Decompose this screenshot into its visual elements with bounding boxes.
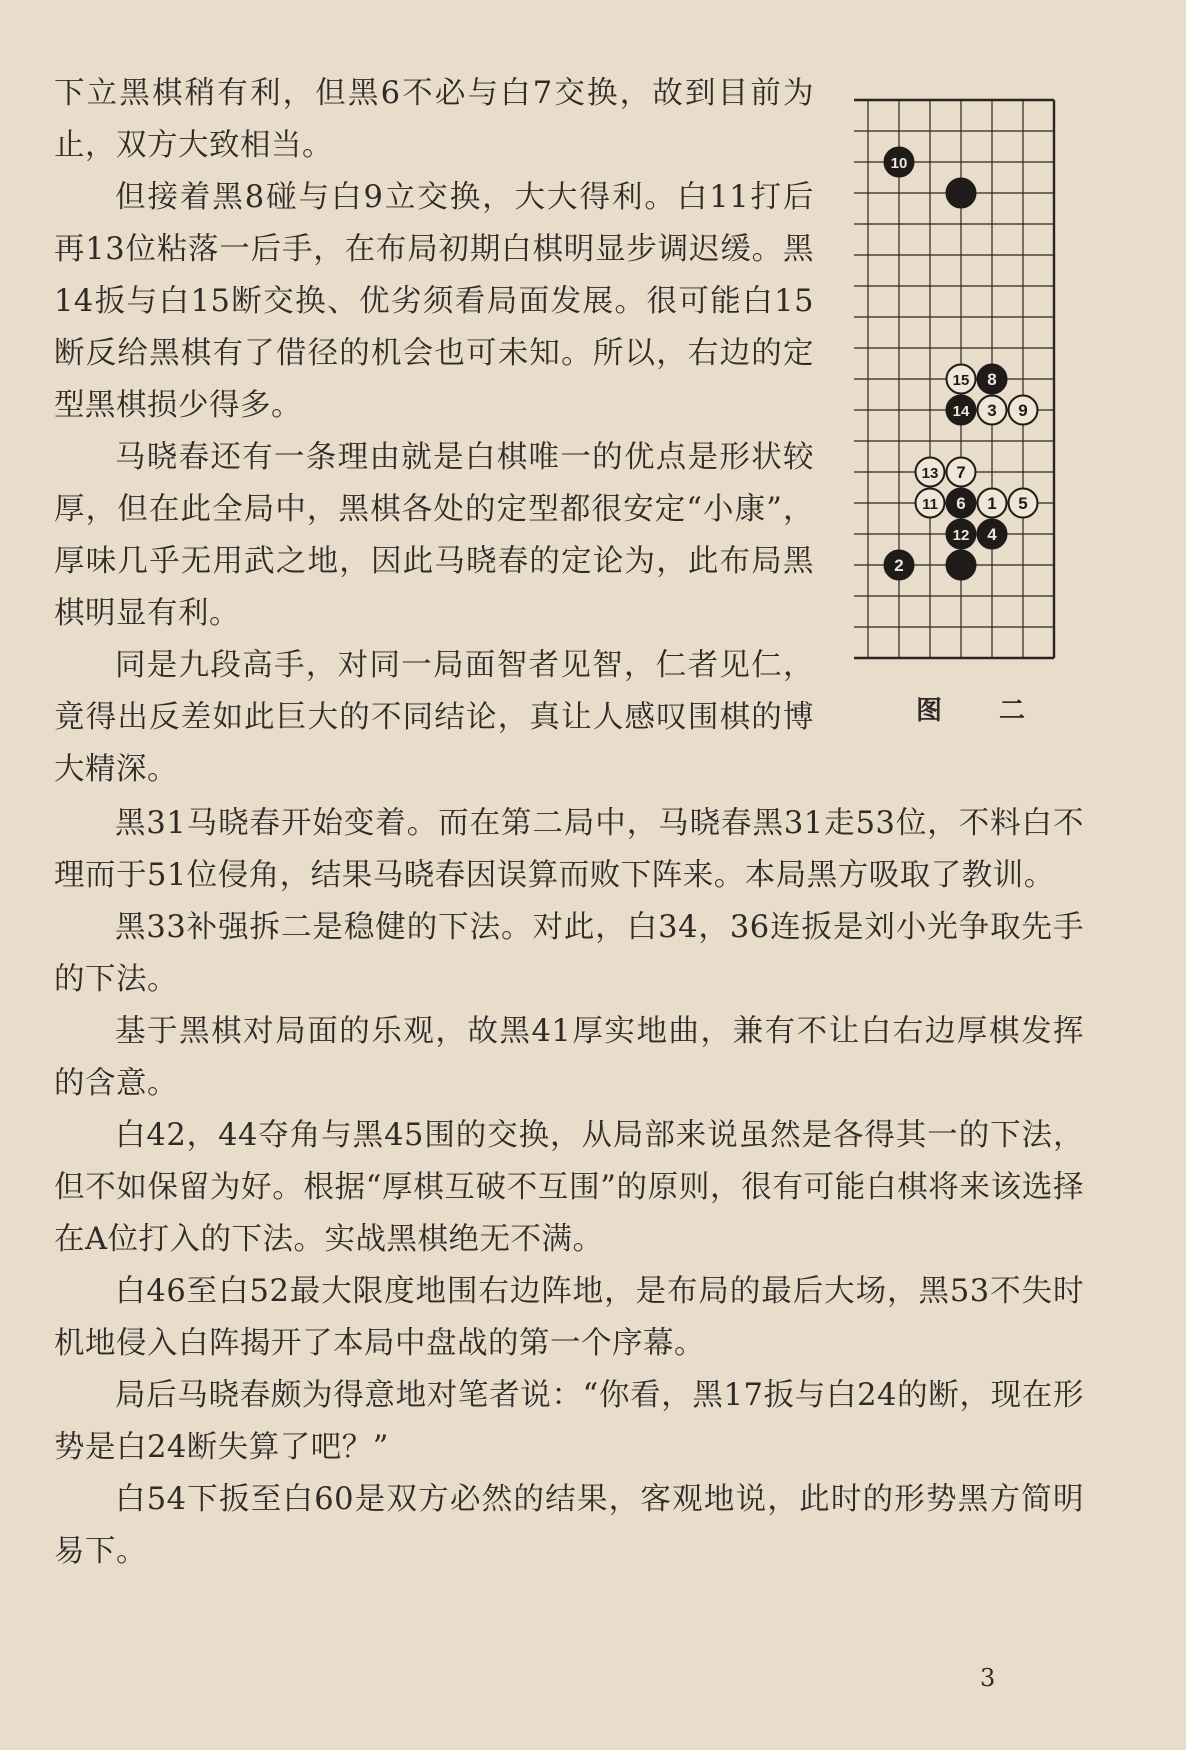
white-stone [947,458,976,487]
stone-number: 12 [952,527,970,544]
stone-number: 3 [987,401,997,420]
page-number: 3 [980,1664,996,1692]
paragraph: 马晓春还有一条理由就是白棋唯一的优点是形状较厚，但在此全局中，黑棋各处的定型都很安定“小康”，厚味几乎无用武之地，因此马晓春的定论为，此布局黑棋明显有利。 [54,440,814,631]
top-text-column [54,68,814,796]
paragraph: 黑31马晓春开始变着。而在第二局中，马晓春黑31走53位，不料白不理而于51位侵角，结果马晓春因误算而败下阵来。本局黑方吸取了教训。 [54,806,1084,893]
black-stone [947,489,976,518]
paragraph: 局后马晓春颇为得意地对笔者说：“你看，黑17扳与白24的断，现在形势是白24断失算了吧？” [54,1378,1084,1465]
white-stone [947,365,976,394]
stone-number: 8 [987,370,997,389]
go-board [852,94,1068,666]
full-text-column [54,798,1084,1578]
white-stone [978,396,1007,425]
paragraph: 白42，44夺角与黑45围的交换，从局部来说虽然是各得其一的下法，但不如保留为好。根据“厚棋互破不互围”的原则，很有可能白棋将来该选择在A位打入的下法。实战黑棋绝无不满。 [54,1118,1084,1257]
paragraph: 白54下扳至白60是双方必然的结果，客观地说，此时的形势黑方简明易下。 [54,1482,1084,1569]
paragraph: 但接着黑8碰与白9立交换，大大得利。白11打后再13位粘落一后手，在布局初期白棋明显步调迟缓。黑14扳与白15断交换、优劣须看局面发展。很可能白15断反给黑棋有了借径的机会也可未知。所以，右边的定型黑棋损少得多。 [54,180,814,423]
stone-number: 13 [921,465,939,482]
stone-number: 11 [922,496,938,513]
stone-number: 2 [894,556,904,575]
black-stone [947,520,976,549]
white-stone [978,489,1007,518]
paragraph: 同是九段高手，对同一局面智者见智，仁者见仁，竟得出反差如此巨大的不同结论，真让人感叹围棋的博大精深。 [54,648,814,787]
paragraph: 黑33补强拆二是稳健的下法。对此，白34，36连扳是刘小光争取先手的下法。 [54,910,1084,997]
black-stone [885,148,914,177]
white-stone [1009,396,1038,425]
stone-number: 15 [952,372,970,389]
black-stone [947,396,976,425]
paragraph: 白46至白52最大限度地围右边阵地，是布局的最后大场，黑53不失时机地侵入白阵揭开了本局中盘战的第一个序幕。 [54,1274,1084,1361]
paragraph: 下立黑棋稍有利，但黑6不必与白7交换，故到目前为止，双方大致相当。 [54,76,814,163]
stone-number: 5 [1018,494,1028,513]
black-stone [947,179,976,208]
black-stone [885,551,914,580]
black-stone [947,551,976,580]
white-stone [916,458,945,487]
white-stone [916,489,945,518]
figure-caption: 图 二 [916,696,1050,726]
white-stone [1009,489,1038,518]
go-board-diagram [852,94,1068,666]
black-stone [978,520,1007,549]
stone-number: 14 [952,403,970,420]
paragraph: 基于黑棋对局面的乐观，故黑41厚实地曲，兼有不让白右边厚棋发挥的含意。 [54,1014,1084,1101]
stone-number: 1 [987,494,997,513]
stone-number: 6 [956,494,966,513]
stone-number: 10 [890,155,908,172]
stone-number: 7 [956,463,966,482]
stone-number: 9 [1018,401,1028,420]
stone-number: 4 [987,525,997,544]
black-stone [978,365,1007,394]
